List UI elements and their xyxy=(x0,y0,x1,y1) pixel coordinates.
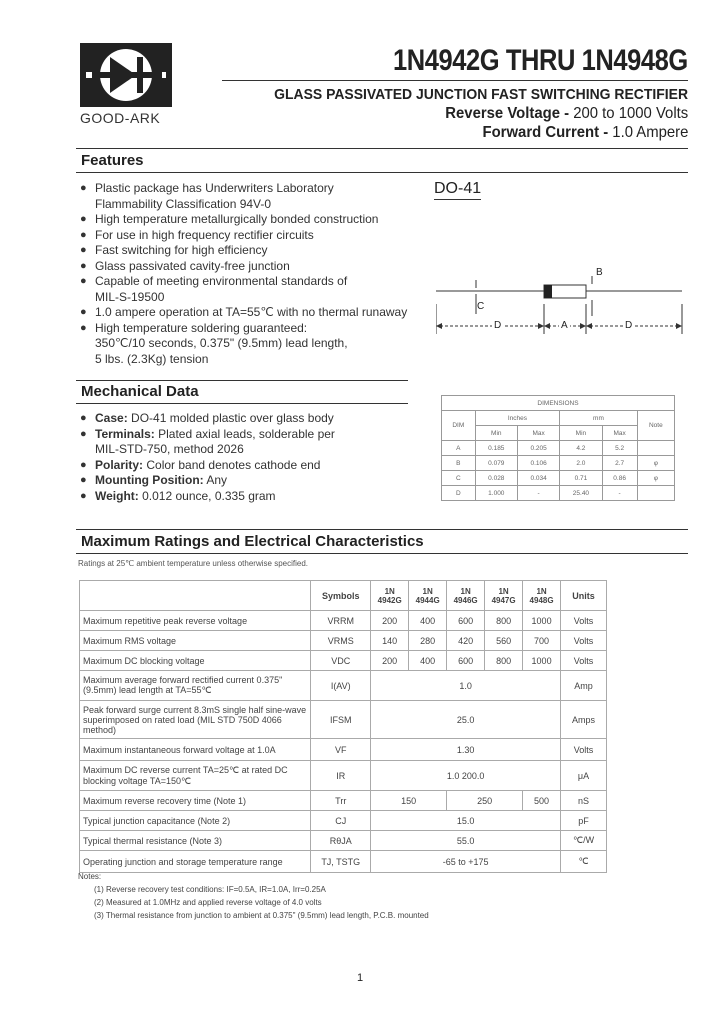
parameter-cell: Maximum RMS voltage xyxy=(80,631,311,651)
part-header: 1N 4946G xyxy=(447,581,485,611)
page-number: 1 xyxy=(356,972,364,984)
value-cell: 500 xyxy=(523,791,561,811)
reverse-voltage-label: Reverse Voltage - xyxy=(445,105,569,122)
feature-item: MIL-S-19500 xyxy=(95,289,165,304)
mechanical-item xyxy=(80,427,420,443)
dimension-cell: 25.40 xyxy=(560,486,602,501)
ratings-caption: Ratings at 25℃ ambient temperature unless otherwise specified. xyxy=(78,559,308,568)
ratings-table xyxy=(79,580,607,873)
mm-max-header: Max xyxy=(602,426,637,441)
feature-item: ● Fast switching for high efficiency xyxy=(80,243,420,259)
ratings-row xyxy=(80,811,607,831)
mm-header: mm xyxy=(560,411,637,426)
mechanical-item-key: Polarity: xyxy=(95,457,144,472)
title-rule xyxy=(222,80,688,81)
dimension-row xyxy=(442,456,675,471)
ratings-row xyxy=(80,831,607,851)
unit-cell: Volts xyxy=(561,651,607,671)
mechanical-top-rule xyxy=(76,380,408,381)
value-cell: -65 to +175 xyxy=(371,851,561,873)
dimension-cell: 4.2 xyxy=(560,441,602,456)
mechanical-item-text: Color band denotes cathode end xyxy=(143,457,321,472)
dimension-cell: D xyxy=(442,486,476,501)
value-cell: 150 xyxy=(371,791,447,811)
dimension-row xyxy=(442,441,675,456)
feature-item: ● High temperature soldering guaranteed: xyxy=(80,321,420,337)
symbol-cell: CJ xyxy=(311,811,371,831)
mechanical-item-key: Case: xyxy=(95,411,128,425)
inches-header: Inches xyxy=(475,411,560,426)
value-cell: 1.30 xyxy=(371,739,561,761)
feature-item: 350℃/10 seconds, 0.375" (9.5mm) lead length, xyxy=(95,336,348,350)
reverse-voltage-value: 200 to 1000 Volts xyxy=(572,105,688,122)
unit-cell: Volts xyxy=(561,631,607,651)
parameter-cell: Maximum average forward rectified current 0.375" (9.5mm) lead length at TA=55℃ xyxy=(80,671,311,701)
unit-cell: Volts xyxy=(561,611,607,631)
part-header: 1N 4948G xyxy=(523,581,561,611)
ratings-row xyxy=(80,851,607,873)
mechanical-item xyxy=(80,458,420,474)
part-header: 1N 4944G xyxy=(409,581,447,611)
parameter-cell: Peak forward surge current 8.3mS single half sine-wave superimposed on rated load (MIL STD 750D 4066 method) xyxy=(80,701,311,739)
unit-cell: Amps xyxy=(561,701,607,739)
dimension-label-d-right: D xyxy=(625,320,633,331)
ratings-row xyxy=(80,631,607,651)
parameter-cell: Maximum DC reverse current TA=25℃ at rated DC blocking voltage TA=150℃ xyxy=(80,761,311,791)
feature-item: ● High temperature metallurgically bonded construction xyxy=(80,212,420,228)
value-cell: 250 xyxy=(447,791,523,811)
value-cell: 400 xyxy=(409,651,447,671)
symbol-cell: VF xyxy=(311,739,371,761)
dimension-cell: 0.71 xyxy=(560,471,602,486)
note-item: (1) Reverse recovery test conditions: IF=0.5A, IR=1.0A, Irr=0.25A xyxy=(94,885,326,894)
feature-item: 5 lbs. (2.3Kg) tension xyxy=(95,351,209,366)
ratings-bottom-rule xyxy=(76,553,688,554)
symbol-cell: VDC xyxy=(311,651,371,671)
value-cell: 1.0 xyxy=(371,671,561,701)
feature-item: ● 1.0 ampere operation at TA=55℃ with no thermal runaway xyxy=(80,305,420,321)
feature-item: Flammability Classification 94V-0 xyxy=(95,196,272,211)
value-cell: 800 xyxy=(485,611,523,631)
part-header: 1N 4942G xyxy=(371,581,409,611)
ratings-row xyxy=(80,651,607,671)
dimension-cell: 0.205 xyxy=(517,441,559,456)
units-header: Units xyxy=(561,581,607,611)
features-bottom-rule xyxy=(76,172,688,173)
parameter-cell: Typical thermal resistance (Note 3) xyxy=(80,831,311,851)
parameter-cell: Maximum DC blocking voltage xyxy=(80,651,311,671)
ratings-heading: Maximum Ratings and Electrical Characteristics xyxy=(81,533,424,550)
symbol-cell: VRMS xyxy=(311,631,371,651)
forward-current-value: 1.0 Ampere xyxy=(611,124,688,141)
parameter-cell: Typical junction capacitance (Note 2) xyxy=(80,811,311,831)
brand-name: GOOD-ARK xyxy=(80,110,161,126)
unit-cell: ℃ xyxy=(561,851,607,873)
parameter-cell: Maximum repetitive peak reverse voltage xyxy=(80,611,311,631)
unit-cell: nS xyxy=(561,791,607,811)
mechanical-item-text: 0.012 ounce, 0.335 gram xyxy=(138,488,276,503)
dimension-cell: 0.106 xyxy=(517,456,559,471)
dimensions-title: DIMENSIONS xyxy=(442,396,675,411)
notes-list xyxy=(94,883,429,922)
dimension-cell: 2.7 xyxy=(602,456,637,471)
dimension-cell: φ xyxy=(637,456,674,471)
dimension-row xyxy=(442,486,675,501)
part-header: 1N 4947G xyxy=(485,581,523,611)
mechanical-list xyxy=(80,411,420,504)
dimension-cell: - xyxy=(517,486,559,501)
dimensions-table xyxy=(441,395,675,501)
dimension-label-c: C xyxy=(477,301,485,312)
value-cell: 140 xyxy=(371,631,409,651)
value-cell: 25.0 xyxy=(371,701,561,739)
symbol-cell: I(AV) xyxy=(311,671,371,701)
mechanical-item-text: Any xyxy=(203,473,227,487)
ratings-row xyxy=(80,611,607,631)
package-name: DO-41 xyxy=(434,180,481,200)
mechanical-item-text: Plated axial leads, solderable per xyxy=(154,426,335,441)
mechanical-item-text: MIL-STD-750, method 2026 xyxy=(95,442,244,456)
feature-item: ● For use in high frequency rectifier circuits xyxy=(80,228,420,244)
dimension-row xyxy=(442,471,675,486)
mechanical-item-key: Weight: xyxy=(95,488,139,503)
unit-cell: μA xyxy=(561,761,607,791)
mechanical-item-key: Terminals: xyxy=(95,426,155,441)
dimension-cell: φ xyxy=(637,471,674,486)
parameter-cell: Maximum reverse recovery time (Note 1) xyxy=(80,791,311,811)
inches-min-header: Min xyxy=(475,426,517,441)
ratings-row xyxy=(80,701,607,739)
parameter-cell: Maximum instantaneous forward voltage at 1.0A xyxy=(80,739,311,761)
symbol-cell: VRRM xyxy=(311,611,371,631)
features-heading: Features xyxy=(81,152,144,169)
feature-item: ● Capable of meeting environmental standards of xyxy=(80,274,420,290)
value-cell: 420 xyxy=(447,631,485,651)
dimension-cell: - xyxy=(602,486,637,501)
notes-heading: Notes: xyxy=(78,872,102,881)
dimension-cell: 2.0 xyxy=(560,456,602,471)
value-cell: 200 xyxy=(371,651,409,671)
dimension-cell: A xyxy=(442,441,476,456)
value-cell: 1.0 200.0 xyxy=(371,761,561,791)
value-cell: 280 xyxy=(409,631,447,651)
symbol-cell: RθJA xyxy=(311,831,371,851)
reverse-voltage-spec xyxy=(445,105,688,123)
value-cell: 400 xyxy=(409,611,447,631)
value-cell: 600 xyxy=(447,611,485,631)
ratings-row xyxy=(80,671,607,701)
value-cell: 700 xyxy=(523,631,561,651)
note-item: (2) Measured at 1.0MHz and applied reverse voltage of 4.0 volts xyxy=(94,898,322,907)
value-cell: 200 xyxy=(371,611,409,631)
ratings-top-rule xyxy=(76,529,688,530)
feature-item: ● Glass passivated cavity-free junction xyxy=(80,259,420,275)
symbol-cell: IR xyxy=(311,761,371,791)
symbols-header: Symbols xyxy=(311,581,371,611)
features-list xyxy=(80,181,420,367)
dimension-cell: B xyxy=(442,456,476,471)
ratings-row xyxy=(80,791,607,811)
unit-cell: pF xyxy=(561,811,607,831)
unit-cell: Volts xyxy=(561,739,607,761)
forward-current-spec xyxy=(482,124,688,142)
mechanical-item xyxy=(80,442,420,458)
parameter-cell: Operating junction and storage temperature range xyxy=(80,851,311,873)
value-cell: 55.0 xyxy=(371,831,561,851)
ratings-row xyxy=(80,761,607,791)
symbol-cell: Trr xyxy=(311,791,371,811)
dimension-cell xyxy=(637,441,674,456)
mechanical-item xyxy=(80,411,420,427)
document-title: 1N4942G THRU 1N4948G xyxy=(393,44,688,77)
dimension-cell: 0.185 xyxy=(475,441,517,456)
unit-cell: ℃/W xyxy=(561,831,607,851)
dimension-cell: C xyxy=(442,471,476,486)
symbol-cell: IFSM xyxy=(311,701,371,739)
mechanical-item-key: Mounting Position: xyxy=(95,473,204,487)
company-logo xyxy=(80,43,172,107)
value-cell: 15.0 xyxy=(371,811,561,831)
dimension-cell: 0.079 xyxy=(475,456,517,471)
dim-header: DIM xyxy=(442,411,476,441)
dimension-cell xyxy=(637,486,674,501)
inches-max-header: Max xyxy=(517,426,559,441)
document-subtitle: GLASS PASSIVATED JUNCTION FAST SWITCHING RECTIFIER xyxy=(274,86,688,103)
mechanical-item xyxy=(80,473,420,489)
dimension-label-d-left: D xyxy=(494,320,502,331)
value-cell: 1000 xyxy=(523,611,561,631)
dimension-label-a: A xyxy=(561,320,568,331)
note-header: Note xyxy=(637,411,674,441)
dimension-cell: 0.86 xyxy=(602,471,637,486)
dimension-cell: 5.2 xyxy=(602,441,637,456)
mechanical-item xyxy=(80,489,420,505)
mm-min-header: Min xyxy=(560,426,602,441)
dimension-label-b: B xyxy=(596,267,603,278)
unit-cell: Amp xyxy=(561,671,607,701)
value-cell: 560 xyxy=(485,631,523,651)
ratings-row xyxy=(80,739,607,761)
mechanical-heading: Mechanical Data xyxy=(81,383,199,400)
symbol-cell: TJ, TSTG xyxy=(311,851,371,873)
mechanical-item-text: DO-41 molded plastic over glass body xyxy=(127,411,334,425)
forward-current-label: Forward Current - xyxy=(482,124,608,141)
features-top-rule xyxy=(76,148,688,149)
feature-item: ● Plastic package has Underwriters Laboratory xyxy=(80,181,420,197)
dimension-cell: 0.034 xyxy=(517,471,559,486)
dimension-cell: 0.028 xyxy=(475,471,517,486)
note-item: (3) Thermal resistance from junction to ambient at 0.375" (9.5mm) lead length, P.C.B. mounted xyxy=(94,911,429,920)
mechanical-bottom-rule xyxy=(76,403,408,404)
value-cell: 800 xyxy=(485,651,523,671)
value-cell: 600 xyxy=(447,651,485,671)
dimension-cell: 1.000 xyxy=(475,486,517,501)
value-cell: 1000 xyxy=(523,651,561,671)
